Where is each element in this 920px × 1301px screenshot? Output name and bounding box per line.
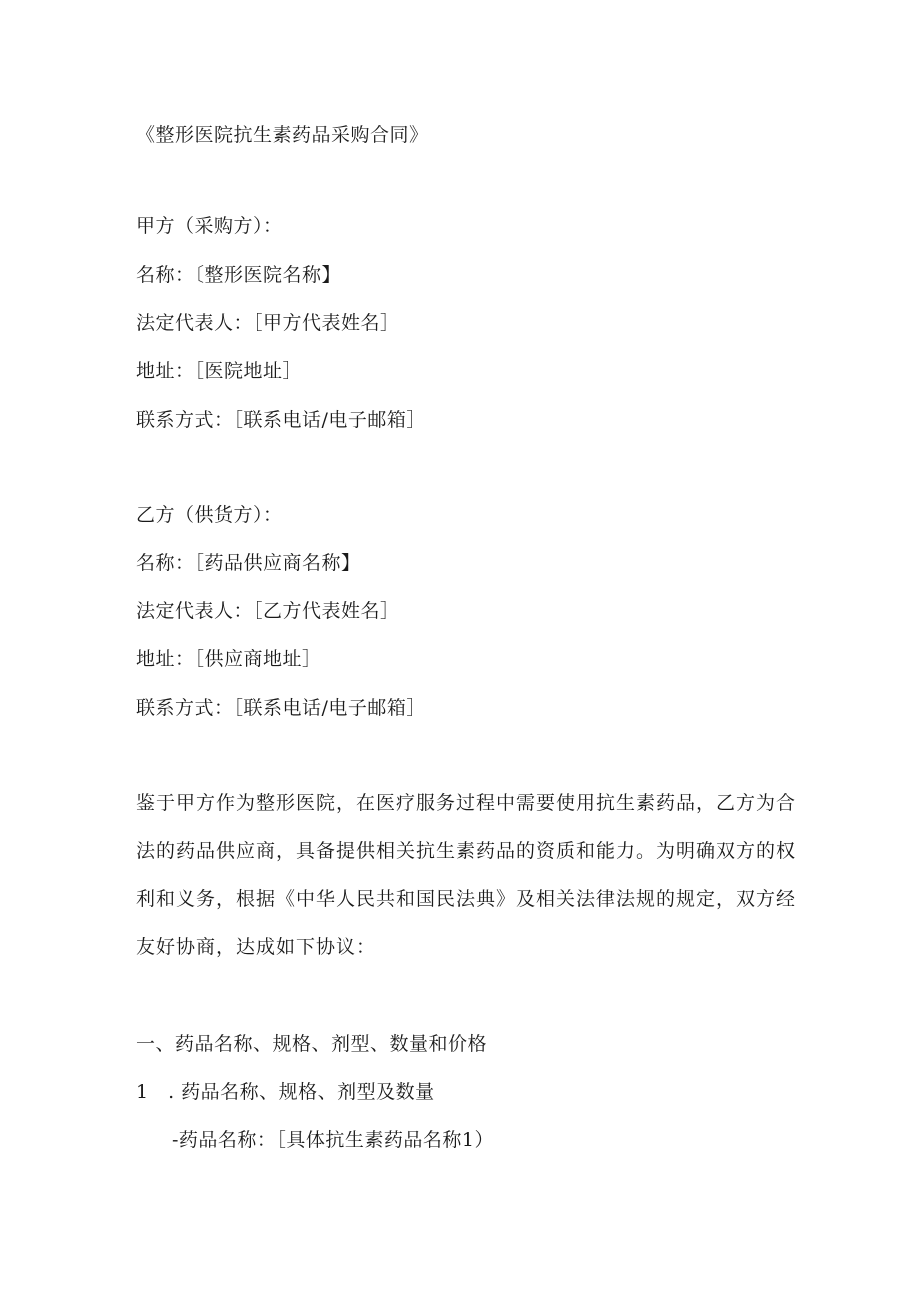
party-b-contact: 联系方式：［联系电话/电子邮箱］ (136, 697, 426, 719)
document-title: 《整形医院抗生素药品采购合同》 (136, 124, 429, 146)
section-1-item-1: -药品名称：［具体抗生素药品名称1） (172, 1129, 495, 1151)
party-b-representative: 法定代表人：［乙方代表姓名］ (136, 600, 400, 622)
party-b-name: 名称：［药品供应商名称】 (136, 552, 361, 574)
section-1-heading: 一、药品名称、规格、剂型、数量和价格 (136, 1033, 488, 1055)
party-b-heading: 乙方（供货方）： (136, 504, 283, 526)
party-a-heading: 甲方（采购方）： (136, 215, 283, 237)
preamble-paragraph: 鉴于甲方作为整形医院，在医疗服务过程中需要使用抗生素药品，乙方为合法的药品供应商，具备提供相关抗生素药品的资质和能力。为明确双方的权利和义务，根据《中华人民共和国民法典》及相关法律法规的规定，双方经友好协商，达成如下协议： (136, 792, 797, 958)
party-a-name: 名称：〔整形医院名称】 (136, 264, 342, 286)
section-1-subheading: 1 . 药品名称、规格、剂型及数量 (136, 1081, 435, 1103)
party-a-address: 地址：［医院地址］ (136, 360, 303, 382)
party-b-address: 地址：［供应商地址］ (136, 648, 322, 670)
party-a-contact: 联系方式：［联系电话/电子邮箱］ (136, 409, 426, 431)
party-a-representative: 法定代表人：［甲方代表姓名］ (136, 312, 400, 334)
